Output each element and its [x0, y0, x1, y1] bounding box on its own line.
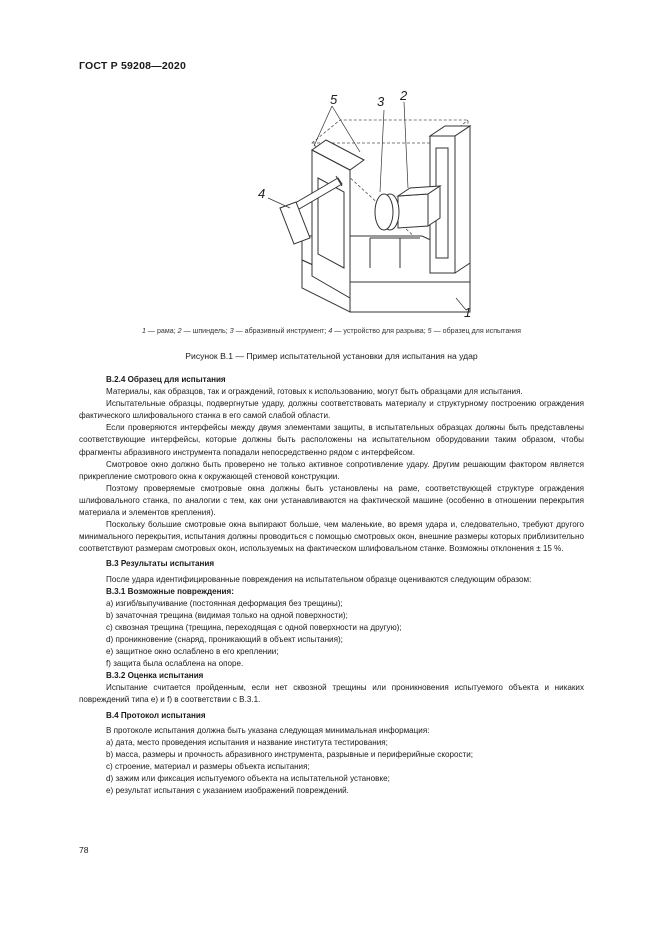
paragraph: После удара идентифицированные повреждения на испытательном образце оцениваются следующим образом:: [106, 574, 532, 584]
page-number: 78: [79, 845, 89, 855]
list-item: e) защитное окно ослаблено в его креплении;: [106, 647, 279, 657]
paragraph: Испытание считается пройденным, если нет сквозной трещины или проникновения испытуемого объекта и никаких повреждений типа е) и f) в соответствии с В.3.1.: [79, 683, 584, 705]
figure-caption: Рисунок В.1 — Пример испытательной установки для испытания на удар: [185, 351, 478, 361]
list-item: a) дата, место проведения испытания и название института тестирования;: [106, 737, 388, 747]
paragraph: Поскольку большие смотровые окна выпирают больше, чем маленькие, во время удара и, следовательно, требуют другого минимального перекрытия, испытания должны проводиться с помощью смотровых окон, внешние размеры которых приблизительно соответствуют размерам смотровых окон, используемых на фактическом шлифовальном станке. Возможны отклонения ± 15 %.: [79, 520, 584, 554]
legend-text-4: — устройство для разрыва;: [332, 327, 428, 335]
legend-text-3: — абразивный инструмент;: [233, 327, 329, 335]
section-title-b3: В.3 Результаты испытания: [106, 559, 215, 569]
test-rig-figure: [250, 88, 490, 318]
list-item: c) строение, материал и размеры объекта испытания;: [106, 761, 310, 771]
test-rig-drawing: [250, 88, 490, 318]
callout-4: 4: [258, 186, 266, 201]
section-title-b4: В.4 Протокол испытания: [106, 710, 206, 720]
list-item: c) сквозная трещина (трещина, переходящая с одной поверхности на другую);: [106, 622, 402, 632]
legend-num-3: 3: [229, 327, 234, 335]
paragraph: Поэтому проверяемые смотровые окна должны быть установлены на раме, соответствующей структуре ограждения шлифовального станка, по аналогии с тем, как они устанавливаются на фактической машине (особенно в отношении перекрытия материала и элементов крепления).: [79, 483, 584, 518]
list-item: f) защита была ослаблена на опоре.: [106, 659, 244, 669]
paragraph: Материалы, как образцов, так и ограждений, готовых к использованию, могут быть образцами для испытания.: [106, 387, 523, 397]
legend-num-5: 5: [427, 327, 432, 335]
legend-text-5: — образец для испытания: [431, 327, 521, 335]
spindle: [398, 186, 440, 228]
list-item: b) зачаточная трещина (видимая только на одной поверхности);: [106, 610, 348, 620]
legend-num-1: 1: [142, 327, 146, 335]
callout-1: 1: [464, 305, 472, 318]
list-item: d) зажим или фиксация испытуемого объекта на испытательной установке;: [106, 774, 390, 783]
document-body: [79, 374, 584, 797]
section-title-b31: В.3.1 Возможные повреждения:: [106, 586, 234, 596]
list-item: b) масса, размеры и прочность абразивного инструмента, разрывные и периферийные скорости;: [106, 749, 473, 759]
list-item: e) результат испытания с указанием изображений повреждений.: [106, 786, 349, 796]
paragraph: В протоколе испытания должна быть указана следующая минимальная информация:: [106, 725, 430, 735]
legend-num-4: 4: [328, 327, 333, 335]
legend-text-1: — рама;: [145, 327, 178, 335]
legend-text-2: — шпиндель;: [181, 327, 230, 335]
section-title-b24: В.2.4 Образец для испытания: [106, 375, 226, 384]
legend-num-2: 2: [177, 327, 182, 335]
list-item: a) изгиб/выпучивание (постоянная деформация без трещины);: [106, 598, 343, 608]
list-item: d) проникновение (снаряд, проникающий в объект испытания);: [106, 634, 343, 644]
paragraph: Испытательные образцы, подвергнутые удару, должны соответствовать материалу и структурному построению ограждения фактического шлифовального станка в его самой слабой области.: [79, 399, 584, 421]
callout-3: 3: [377, 94, 385, 109]
paragraph: Смотровое окно должно быть проверено не только активное сопротивление удару. Другим решающим фактором является прикрепление смотрового окна к окружающей стеновой конструкции.: [79, 459, 584, 481]
abrasive-tool: [375, 194, 399, 230]
document-header: ГОСТ Р 59208—2020: [79, 60, 187, 72]
paragraph: Если проверяются интерфейсы между двумя элементами защиты, в испытательных образцах должны быть представлены соответствующие интерфейсы, которые должны быть расположены на испытательном оборудовании таким образом, чтобы фрагменты абразивного инструмента попадали непосредственно рядом с интерфейсом.: [79, 423, 584, 457]
section-title-b32: В.3.2 Оценка испытания: [106, 671, 204, 681]
callout-2: 2: [400, 88, 408, 103]
figure-legend: [79, 327, 584, 335]
callout-5: 5: [330, 92, 338, 107]
